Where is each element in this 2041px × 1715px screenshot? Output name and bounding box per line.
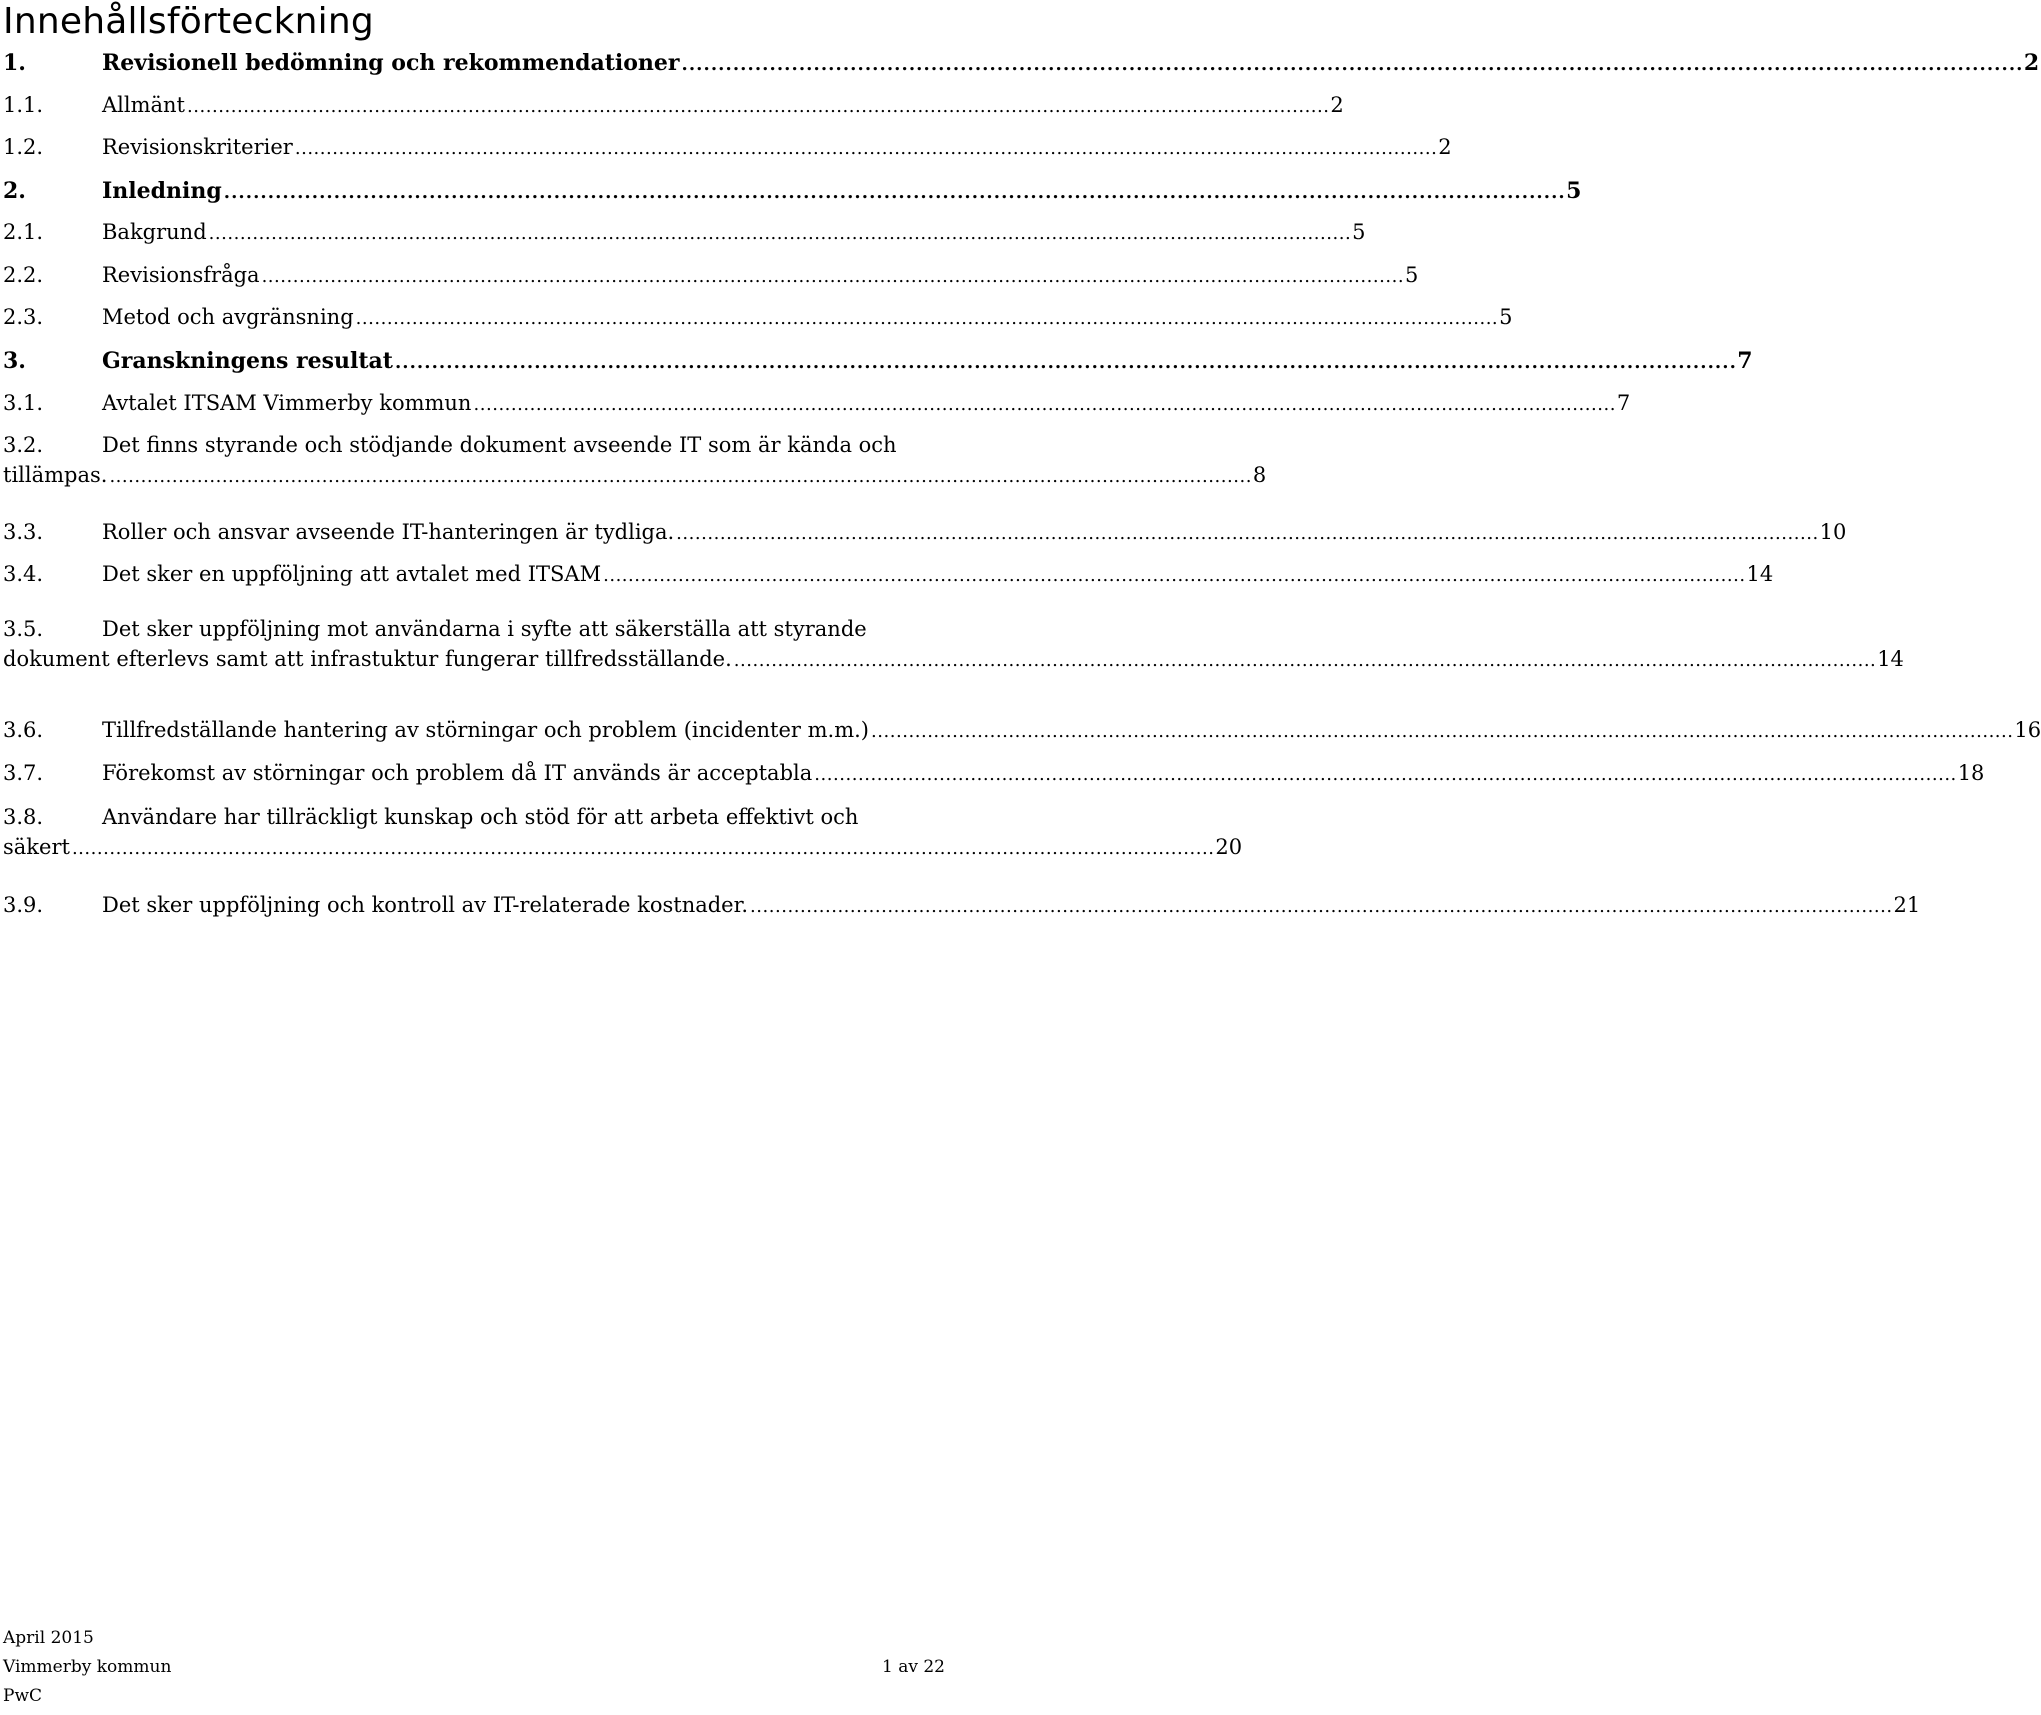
toc-entry[interactable] [3,893,1921,917]
toc-entry-page: 16 [2014,718,2041,742]
toc-entry-title: Bakgrund [102,220,207,244]
toc-entry-title: Inledning [102,178,222,204]
toc-dot-leader [814,761,1953,785]
toc-entry-title: Allmänt [102,93,185,117]
toc-entry-page: 2 [1438,135,1452,159]
toc-dot-leader [109,463,1248,487]
toc-entry-page: 20 [1215,835,1243,859]
toc-entry-number: 1.1. [3,93,44,117]
toc-entry[interactable] [3,761,1985,785]
toc-entry-number: 2.1. [3,220,44,244]
toc-entry[interactable] [3,617,1904,671]
toc-entry-page: 14 [1877,647,1904,671]
toc-entry-page: 2 [2023,50,2040,76]
toc-entry-title: Det sker en uppföljning att avtalet med ITSAM [102,562,602,586]
toc-entry[interactable] [3,520,1847,544]
toc-entry-number: 1.2. [3,135,44,159]
toc-entry-number: 3.2. [3,433,44,457]
toc-entry[interactable] [3,348,1753,374]
toc-dot-leader [871,718,2010,742]
toc-entry-number: 3.7. [3,761,44,785]
toc-entry-number: 3.9. [3,893,44,917]
toc-entry-number: 3.1. [3,391,44,415]
toc-dot-leader [295,135,1434,159]
toc-entry-title-continued: tillämpas. [3,463,108,487]
page-footer [3,1624,945,1711]
toc-dot-leader [209,220,1348,244]
toc-entry-title: Förekomst av störningar och problem då IT används är acceptabla [102,761,813,785]
toc-entry[interactable] [3,263,1419,287]
toc-entry-page: 18 [1957,761,1985,785]
toc-entry-number: 3.8. [3,805,44,829]
footer-page-indicator: 1 av 22 [882,1657,945,1677]
toc-entry-number: 2.3. [3,305,44,329]
toc-entry-page: 10 [1819,520,1847,544]
toc-dot-leader [224,178,1562,204]
toc-entry-title: Det sker uppföljning mot användarna i syfte att säkerställa att styrande [102,617,867,641]
toc-entry[interactable] [3,562,1774,586]
toc-entry-title: Revisionell bedömning och rekommendationer [102,50,680,76]
toc-dot-leader [734,647,1873,671]
toc-entry-number: 2.2. [3,263,44,287]
toc-entry-title: Granskningens resultat [102,348,393,374]
toc-dot-leader [395,348,1733,374]
toc-entry-page: 2 [1330,93,1344,117]
toc-dot-leader [682,50,2020,76]
toc-dot-leader [676,520,1815,544]
toc-entry-page: 8 [1252,463,1267,487]
toc-entry-title: Revisionskriterier [102,135,293,159]
toc-entry-page: 5 [1566,178,1582,204]
toc-entry-number: 1. [3,50,26,76]
footer-organization: Vimmerby kommun [3,1657,172,1677]
toc-entry-number: 3.6. [3,718,44,742]
toc-entry-title: Användare har tillräckligt kunskap och stöd för att arbeta effektivt och [102,805,859,829]
toc-entry[interactable] [3,433,1267,487]
footer-company: PwC [3,1686,42,1706]
toc-entry-title: Roller och ansvar avseende IT-hanteringen är tydliga. [102,520,675,544]
toc-entry-page: 7 [1737,348,1753,374]
toc-entry-title: Avtalet ITSAM Vimmerby kommun [102,391,472,415]
toc-entry[interactable] [3,805,1243,859]
toc-entry-page: 21 [1893,893,1921,917]
toc-entry-title: Metod och avgränsning [102,305,354,329]
toc-dot-leader [187,93,1326,117]
toc-entry[interactable] [3,50,2040,76]
toc-entry-number: 3.5. [3,617,44,641]
toc-entry-page: 5 [1404,263,1419,287]
toc-entry-page: 7 [1616,391,1631,415]
toc-entry-title: Revisionsfråga [102,263,260,287]
toc-entry[interactable] [3,93,1344,117]
toc-entry-title: Det sker uppföljning och kontroll av IT-relaterade kostnader. [102,893,749,917]
toc-entry-number: 2. [3,178,26,204]
toc-entry-page: 5 [1499,305,1513,329]
toc-dot-leader [72,835,1211,859]
toc-entry-page: 5 [1352,220,1366,244]
toc-dot-leader [262,263,1401,287]
toc-entry-title: Tillfredställande hantering av störningar och problem (incidenter m.m.) [102,718,869,742]
toc-entry[interactable] [3,305,1513,329]
toc-entry[interactable] [3,135,1452,159]
toc-entry-number: 3.4. [3,562,44,586]
toc-dot-leader [603,562,1742,586]
toc-dot-leader [750,893,1889,917]
toc-entry-page: 14 [1746,562,1774,586]
toc-entry[interactable] [3,178,1582,204]
toc-dot-leader [356,305,1495,329]
toc-entry-title: Det finns styrande och stödjande dokument avseende IT som är kända och [102,433,897,457]
footer-date: April 2015 [3,1628,94,1648]
toc-heading: Innehållsförteckning [3,1,374,42]
toc-entry[interactable] [3,718,2041,742]
toc-dot-leader [473,391,1612,415]
toc-entry-title-continued: säkert [3,835,70,859]
toc-entry[interactable] [3,220,1366,244]
toc-entry-number: 3. [3,348,26,374]
toc-entry-title-continued: dokument efterlevs samt att infrastuktur fungerar tillfredsställande. [3,647,732,671]
toc-entry[interactable] [3,391,1631,415]
toc-entry-number: 3.3. [3,520,44,544]
